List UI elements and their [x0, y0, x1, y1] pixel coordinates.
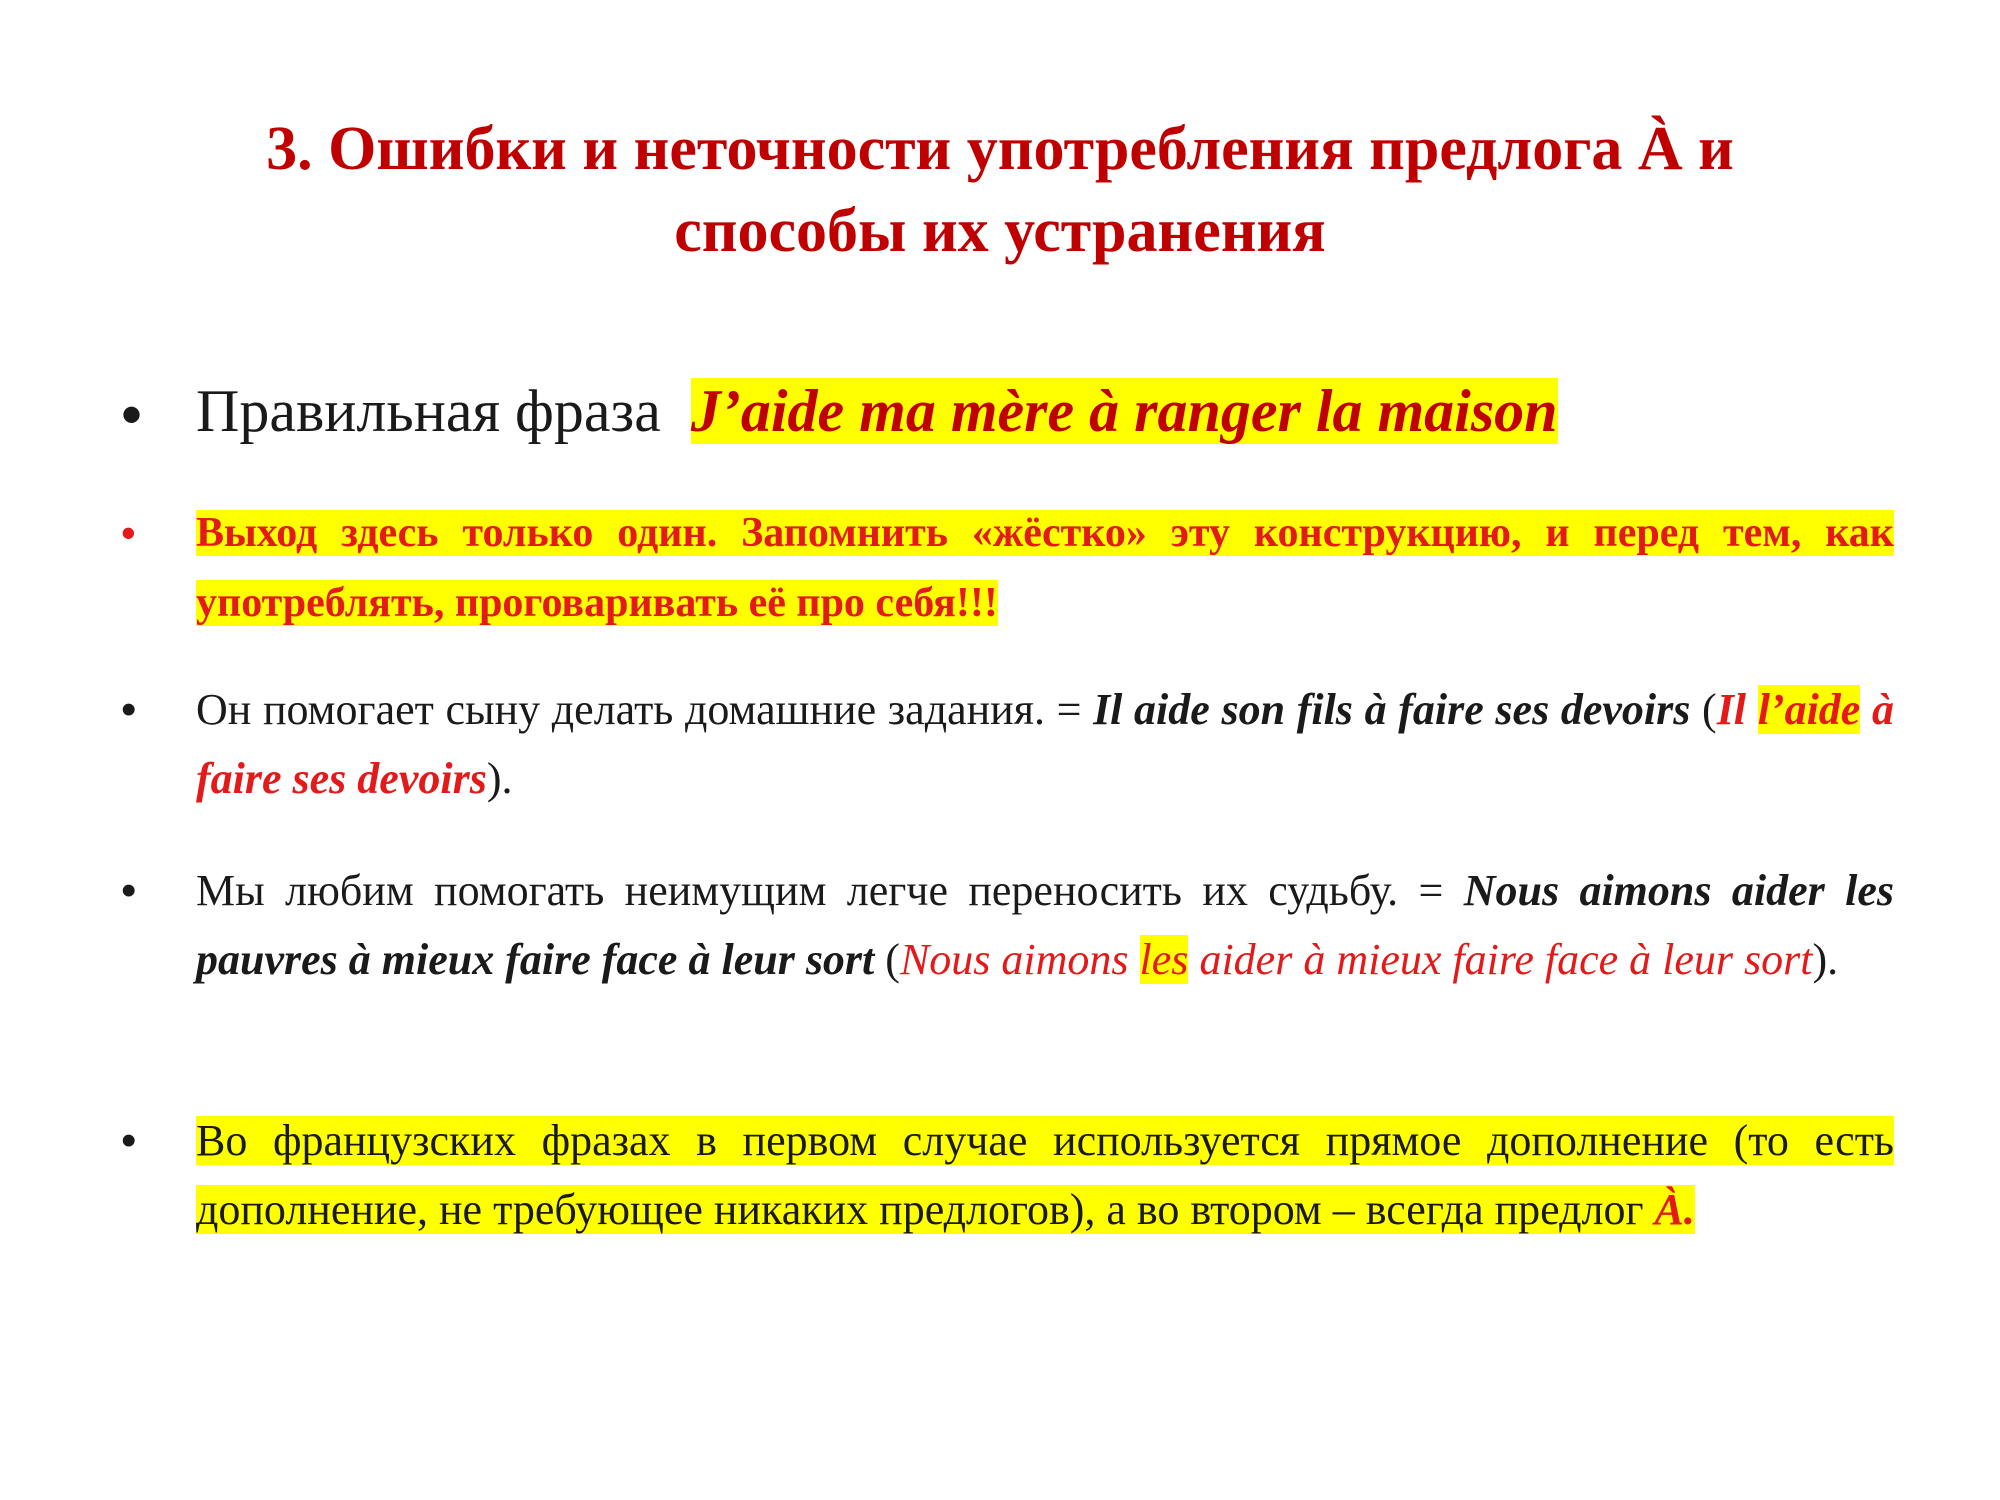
correct-phrase-example: J’aide ma mère à ranger la maison [690, 378, 1558, 444]
bullet-item-example-1 [121, 675, 1894, 813]
bullet-marker: • [121, 1116, 137, 1165]
bullet-item-conclusion [121, 1106, 1894, 1244]
example-2-alt-pronoun: les [1139, 935, 1189, 984]
example-1-alt-pronoun: l’aide [1757, 685, 1861, 734]
example-2-paren-open: ( [874, 935, 900, 984]
bullet-item-solution [121, 498, 1894, 638]
bullet-marker: • [121, 509, 136, 556]
example-2-alt-end: aider à mieux faire face à leur sort [1188, 935, 1813, 984]
conclusion-text: Во французских фразах в первом случае используется прямое дополнение (то есть дополнение, не требующее никаких предлогов), а во втором – всегда предлог [196, 1116, 1894, 1234]
bullet-item-correct-phrase [121, 370, 1558, 452]
conclusion-preposition: À. [1654, 1185, 1695, 1234]
slide-title [150, 108, 1850, 272]
example-2-russian: Мы любим помогать неимущим легче переносить их судьбу. = [196, 866, 1464, 915]
title-line-1: 3. Ошибки и неточности употребления предлога À и [266, 115, 1734, 183]
bullet-marker: • [121, 381, 143, 448]
example-2-paren-close: ). [1812, 935, 1839, 984]
title-line-2: способы их устранения [674, 197, 1326, 265]
example-1-russian: Он помогает сыну делать домашние задания. = [196, 685, 1094, 734]
bullet-marker: • [121, 866, 137, 915]
example-1-paren-open: ( [1690, 685, 1717, 734]
bullet-marker: • [121, 685, 137, 734]
bullet-item-example-2 [121, 856, 1894, 994]
example-2-alt-start: Nous aimons [899, 935, 1140, 984]
example-1-alt-start: Il [1716, 685, 1758, 734]
example-2-french: Nous aimons aider les pauvres à mieux faire face à leur sort [196, 866, 1894, 984]
solution-text: Выход здесь только один. Запомнить «жёстко» эту конструкцию, и перед тем, как употреблять, проговаривать её про себя!!! [196, 510, 1894, 626]
example-1-alt-end: à faire ses devoirs [196, 685, 1894, 803]
correct-phrase-label: Правильная фраза [196, 378, 661, 444]
example-1-french: Il aide son fils à faire ses devoirs [1093, 685, 1691, 734]
example-1-paren-close: ). [486, 754, 513, 803]
